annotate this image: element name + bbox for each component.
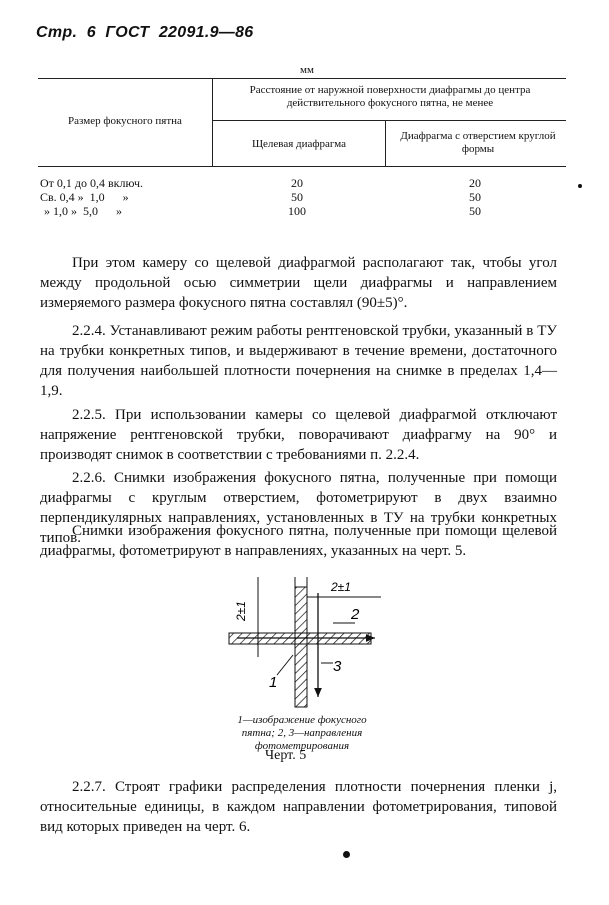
paragraph-2-2-6: 2.2.6. Снимки изображения фокусного пятна, полученные при помощи диафрагмы с круглым отверстием, фотометрируют в двух взаимно перпендикулярных направлениях, установленных в ТУ на трубки конкретных типов. bbox=[40, 470, 557, 546]
label-1: 1 bbox=[269, 674, 278, 691]
table-cell-round: 50 bbox=[469, 204, 481, 218]
table-cell-slit: 50 bbox=[291, 190, 303, 204]
table-cell-size: » 1,0 » 5,0 » bbox=[44, 204, 122, 218]
paragraph-slit-photometry: Снимки изображения фокусного пятна, полученные при помощи щелевой диафрагмы, фотометрируют в направлениях, указанных на черт. 5. bbox=[40, 523, 557, 559]
paragraph-2-2-7: 2.2.7. Строят графики распределения плотности почернения пленки j, относительные единицы, в каждом направлении фотометрирования, типовой вид которых приведен на черт. 6. bbox=[40, 779, 557, 835]
dim-label-vertical: 2±1 bbox=[234, 601, 248, 621]
vertical-slit-image bbox=[295, 587, 307, 707]
table-cell-slit: 100 bbox=[288, 204, 306, 218]
figure-title: Черт. 5 bbox=[265, 748, 307, 763]
table-subheader-rule bbox=[212, 120, 566, 121]
dim-label-horizontal: 2±1 bbox=[331, 580, 351, 594]
table-divider-1 bbox=[212, 78, 213, 166]
bottom-dot bbox=[343, 851, 350, 858]
table-cell-size: Св. 0,4 » 1,0 » bbox=[40, 190, 129, 204]
table-cell-slit: 20 bbox=[291, 176, 303, 190]
col-header-slit: Щелевая диафрагма bbox=[251, 138, 347, 150]
focal-spot-diagram bbox=[215, 575, 385, 710]
paragraph-2-2-5: 2.2.5. При использовании камеры со щелевой диафрагмой отключают напряжение рентгеновской трубки, поворачивают диафрагму на 90° и производят снимок в соответствии с требованиями п. 2.2.4. bbox=[40, 407, 557, 463]
margin-dot bbox=[578, 184, 582, 188]
figure-caption: 1—изображение фокусного пятна; 2, 3—направления фотометрирования bbox=[237, 714, 367, 752]
col-header-round: Диафрагма с отверстием круглой формы bbox=[400, 130, 556, 155]
table-divider-2 bbox=[385, 120, 386, 166]
table-cell-round: 20 bbox=[469, 176, 481, 190]
table-unit: мм bbox=[300, 64, 314, 76]
paragraph-2-2-4: 2.2.4. Устанавливают режим работы рентгеновской трубки, указанный в ТУ на трубки конкретных типов, и выдерживают в течение времени, достаточного для получения наибольшей плотности почернения на снимке в пределах 1,4—1,9. bbox=[40, 323, 557, 399]
label-2: 2 bbox=[351, 606, 360, 623]
paragraph-angle: При этом камеру со щелевой диафрагмой располагают так, чтобы угол между продольной осью симметрии щели диафрагмы и направлением измеряемого размера фокусного пятна составлял (90±5)°. bbox=[40, 255, 557, 311]
table-cell-size: От 0,1 до 0,4 включ. bbox=[40, 176, 144, 190]
col-header-size: Размер фокусного пятна bbox=[68, 115, 182, 127]
col-header-distance: Расстояние от наружной поверхности диафрагмы до центра действительного фокусного пятна, не менее bbox=[249, 84, 531, 109]
table-header-rule bbox=[38, 166, 566, 167]
table-cell-round: 50 bbox=[469, 190, 481, 204]
page-header: Стр. 6 ГОСТ 22091.9—86 bbox=[36, 24, 254, 41]
label-3: 3 bbox=[333, 658, 342, 675]
table-top-rule bbox=[38, 78, 566, 79]
